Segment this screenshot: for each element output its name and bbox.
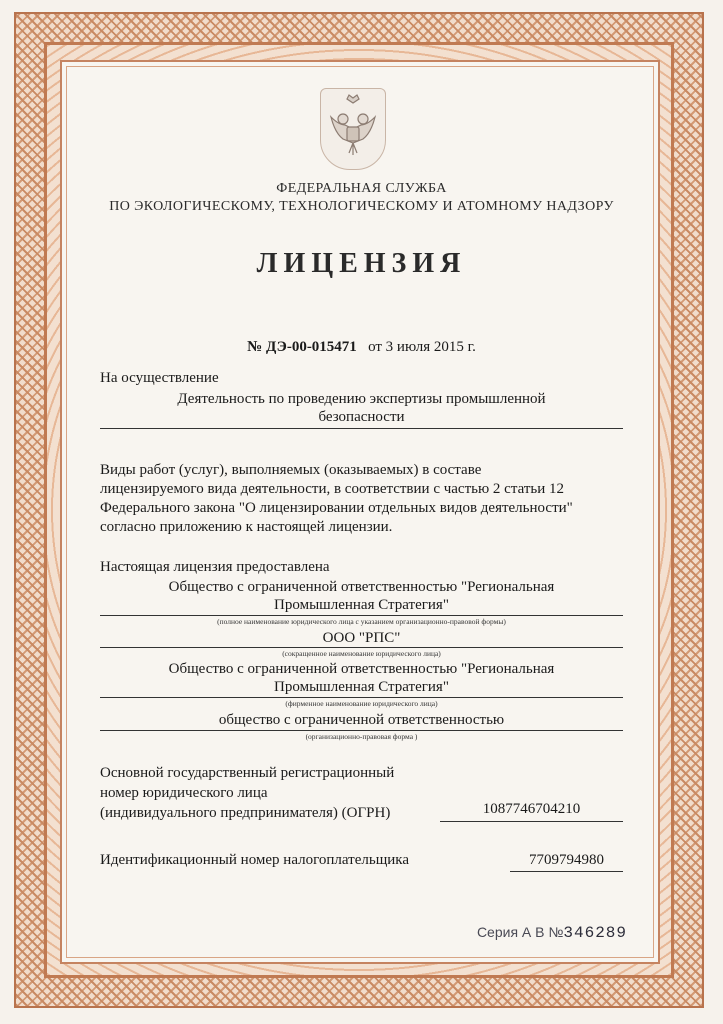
coat-of-arms-emblem [320, 88, 386, 170]
activity-label: На осуществление [100, 370, 219, 386]
ogrn-label-line-1: Основной государственный регистрационный [100, 765, 395, 781]
brand-name-underline [100, 697, 623, 698]
inn-value: 7709794980 [529, 852, 604, 868]
short-name: ООО "РПС" [322, 630, 401, 646]
full-name-caption: (полное наименование юридического лица с указанием организационно-правовой формы) [217, 617, 506, 626]
form-series [477, 924, 627, 942]
activity-line-1: Деятельность по проведению экспертизы промышленной [177, 391, 546, 407]
grantee-label: Настоящая лицензия предоставлена [100, 559, 330, 575]
legal-form: общество с ограниченной ответственностью [218, 712, 505, 728]
full-name-line-1: Общество с ограниченной ответственностью "Региональная [168, 579, 555, 595]
works-line-1: Виды работ (услуг), выполняемых (оказываемых) в составе [100, 462, 482, 478]
works-line-2: лицензируемого вида деятельности, в соответствии с частью 2 статьи 12 [100, 481, 565, 497]
ogrn-label-line-3: (индивидуального предпринимателя) (ОГРН) [100, 805, 391, 821]
brand-name-line-2: Промышленная Стратегия" [274, 679, 449, 695]
document-title: ЛИЦЕНЗИЯ [256, 248, 467, 279]
series-number: 346289 [563, 924, 627, 942]
full-name-line-2: Промышленная Стратегия" [274, 597, 449, 613]
full-name-underline [100, 615, 623, 616]
license-number-prefix: № [247, 339, 263, 355]
series-label: Серия А В № [476, 924, 564, 940]
brand-name-caption: (фирменное наименование юридического лица) [285, 699, 438, 708]
activity-underline [100, 428, 623, 429]
legal-form-underline [100, 730, 623, 731]
activity-line-2: безопасности [318, 409, 405, 425]
license-number: ДЭ-00-015471 [265, 339, 357, 355]
license-number-line [100, 339, 623, 356]
ogrn-underline [440, 821, 623, 822]
short-name-underline [100, 647, 623, 648]
authority-line-2: ПО ЭКОЛОГИЧЕСКОМУ, ТЕХНОЛОГИЧЕСКОМУ И АТОМНОМУ НАДЗОРУ [109, 199, 614, 214]
brand-name-line-1: Общество с ограниченной ответственностью "Региональная [168, 661, 555, 677]
license-date: от 3 июля 2015 г. [368, 339, 476, 355]
inn-underline [510, 871, 623, 872]
ogrn-value: 1087746704210 [482, 801, 581, 817]
inn-label: Идентификационный номер налогоплательщика [100, 852, 410, 868]
authority-line-1: ФЕДЕРАЛЬНАЯ СЛУЖБА [276, 181, 447, 196]
works-line-4: согласно приложению к настоящей лицензии. [100, 519, 393, 535]
works-line-3: Федерального закона "О лицензировании отдельных видов деятельности" [100, 500, 573, 516]
legal-form-caption: (организационно-правовая форма ) [305, 732, 418, 741]
ogrn-label-line-2: номер юридического лица [100, 785, 268, 801]
short-name-caption: (сокращенное наименование юридического лица) [282, 649, 441, 658]
